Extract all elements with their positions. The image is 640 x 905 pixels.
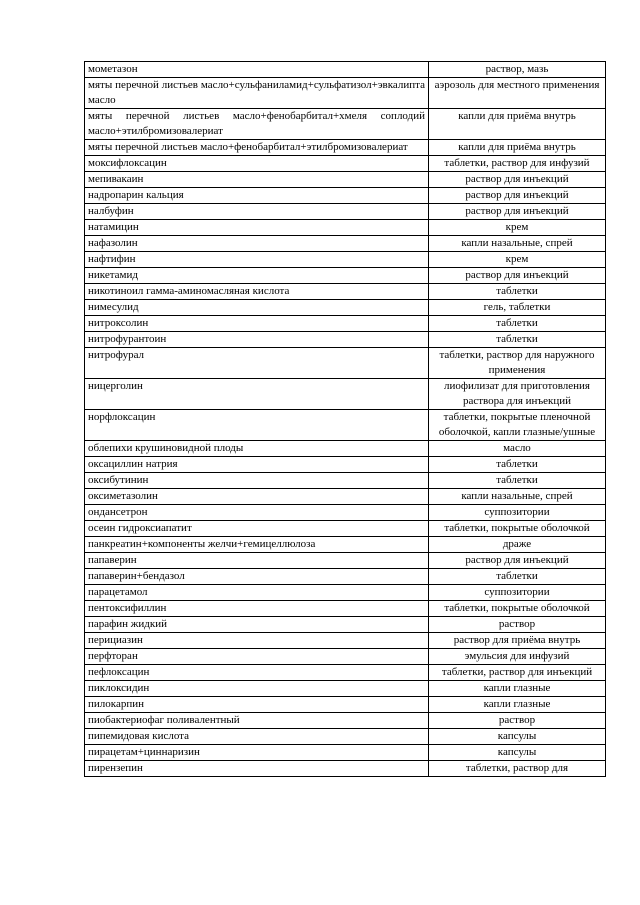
drug-name-cell: мометазон [85, 62, 429, 78]
table-row [85, 78, 606, 109]
drug-name-cell: перициазин [85, 633, 429, 649]
dosage-form-cell: таблетки [429, 473, 606, 489]
drug-name-cell: пефлоксацин [85, 665, 429, 681]
drug-name-cell: пиклоксидин [85, 681, 429, 697]
table-row [85, 348, 606, 379]
drug-name-cell: нитрофурал [85, 348, 429, 379]
dosage-form-cell: раствор для инъекций [429, 204, 606, 220]
drug-table [84, 61, 606, 777]
table-row [85, 665, 606, 681]
drug-name-cell: нафазолин [85, 236, 429, 252]
drug-name-cell: парафин жидкий [85, 617, 429, 633]
dosage-form-cell: раствор, мазь [429, 62, 606, 78]
dosage-form-cell: капсулы [429, 729, 606, 745]
table-row [85, 601, 606, 617]
table-row [85, 379, 606, 410]
dosage-form-cell: таблетки, раствор для инъекций [429, 665, 606, 681]
dosage-form-cell: капли для приёма внутрь [429, 140, 606, 156]
drug-name-cell: мепивакаин [85, 172, 429, 188]
dosage-form-cell: таблетки [429, 332, 606, 348]
dosage-form-cell: таблетки [429, 284, 606, 300]
table-row [85, 300, 606, 316]
drug-name-cell: пиобактериофаг поливалентный [85, 713, 429, 729]
drug-name-cell: оксиметазолин [85, 489, 429, 505]
drug-name-cell: папаверин [85, 553, 429, 569]
table-row [85, 236, 606, 252]
table-row [85, 713, 606, 729]
drug-name-cell: мяты перечной листьев масло+сульфаниламид+сульфатизол+эвкалипта масло [85, 78, 429, 109]
dosage-form-cell: раствор для инъекций [429, 553, 606, 569]
table-row [85, 585, 606, 601]
drug-name-cell: перфторан [85, 649, 429, 665]
drug-name-cell: моксифлоксацин [85, 156, 429, 172]
drug-table-body [85, 62, 606, 777]
dosage-form-cell: таблетки, раствор для [429, 761, 606, 777]
table-row [85, 537, 606, 553]
drug-name-cell: норфлоксацин [85, 410, 429, 441]
table-row [85, 204, 606, 220]
dosage-form-cell: раствор для инъекций [429, 268, 606, 284]
dosage-form-cell: капли глазные [429, 697, 606, 713]
dosage-form-cell: раствор [429, 713, 606, 729]
dosage-form-cell: драже [429, 537, 606, 553]
dosage-form-cell: таблетки, покрытые оболочкой [429, 601, 606, 617]
table-row [85, 156, 606, 172]
drug-name-cell: мяты перечной листьев масло+фенобарбитал+этилбромизовалериат [85, 140, 429, 156]
dosage-form-cell: таблетки [429, 569, 606, 585]
dosage-form-cell: гель, таблетки [429, 300, 606, 316]
table-row [85, 745, 606, 761]
table-row [85, 457, 606, 473]
table-row [85, 697, 606, 713]
table-row [85, 649, 606, 665]
drug-name-cell: никетамид [85, 268, 429, 284]
dosage-form-cell: таблетки [429, 457, 606, 473]
dosage-form-cell: раствор для инъекций [429, 172, 606, 188]
dosage-form-cell: таблетки, покрытые оболочкой [429, 521, 606, 537]
table-row [85, 473, 606, 489]
dosage-form-cell: масло [429, 441, 606, 457]
table-row [85, 109, 606, 140]
dosage-form-cell: раствор для приёма внутрь [429, 633, 606, 649]
dosage-form-cell: капли глазные [429, 681, 606, 697]
table-row [85, 505, 606, 521]
table-row [85, 140, 606, 156]
drug-name-cell: никотиноил гамма-аминомасляная кислота [85, 284, 429, 300]
dosage-form-cell: капли для приёма внутрь [429, 109, 606, 140]
dosage-form-cell: раствор [429, 617, 606, 633]
drug-name-cell: оксациллин натрия [85, 457, 429, 473]
table-row [85, 316, 606, 332]
drug-name-cell: пирензепин [85, 761, 429, 777]
table-row [85, 681, 606, 697]
dosage-form-cell: таблетки, раствор для наружного применения [429, 348, 606, 379]
drug-name-cell: ницерголин [85, 379, 429, 410]
drug-name-cell: оксибутинин [85, 473, 429, 489]
drug-name-cell: натамицин [85, 220, 429, 236]
table-row [85, 284, 606, 300]
drug-name-cell: панкреатин+компоненты желчи+гемицеллюлоза [85, 537, 429, 553]
dosage-form-cell: таблетки [429, 316, 606, 332]
table-row [85, 617, 606, 633]
dosage-form-cell: суппозитории [429, 505, 606, 521]
drug-name-cell: пентоксифиллин [85, 601, 429, 617]
table-row [85, 188, 606, 204]
dosage-form-cell: таблетки, покрытые пленочной оболочкой, капли глазные/ушные [429, 410, 606, 441]
dosage-form-cell: раствор для инъекций [429, 188, 606, 204]
dosage-form-cell: крем [429, 220, 606, 236]
dosage-form-cell: суппозитории [429, 585, 606, 601]
drug-name-cell: налбуфин [85, 204, 429, 220]
dosage-form-cell: лиофилизат для приготовления раствора для инъекций [429, 379, 606, 410]
dosage-form-cell: эмульсия для инфузий [429, 649, 606, 665]
dosage-form-cell: капсулы [429, 745, 606, 761]
table-row [85, 410, 606, 441]
drug-name-cell: парацетамол [85, 585, 429, 601]
drug-name-cell: ондансетрон [85, 505, 429, 521]
table-row [85, 252, 606, 268]
drug-name-cell: пирацетам+циннаризин [85, 745, 429, 761]
dosage-form-cell: крем [429, 252, 606, 268]
table-row [85, 172, 606, 188]
table-row [85, 489, 606, 505]
table-row [85, 729, 606, 745]
drug-name-cell: пипемидовая кислота [85, 729, 429, 745]
drug-name-cell: нимесулид [85, 300, 429, 316]
table-row [85, 441, 606, 457]
table-row [85, 220, 606, 236]
drug-name-cell: мяты перечной листьев масло+фенобарбитал+хмеля соплодий масло+этилбромизовалериат [85, 109, 429, 140]
dosage-form-cell: капли назальные, спрей [429, 236, 606, 252]
drug-name-cell: осеин гидроксиапатит [85, 521, 429, 537]
drug-name-cell: пилокарпин [85, 697, 429, 713]
drug-name-cell: облепихи крушиновидной плоды [85, 441, 429, 457]
table-row [85, 332, 606, 348]
table-row [85, 553, 606, 569]
table-row [85, 62, 606, 78]
drug-name-cell: нитрофурантоин [85, 332, 429, 348]
drug-name-cell: нафтифин [85, 252, 429, 268]
dosage-form-cell: таблетки, раствор для инфузий [429, 156, 606, 172]
table-row [85, 569, 606, 585]
table-row [85, 633, 606, 649]
dosage-form-cell: капли назальные, спрей [429, 489, 606, 505]
dosage-form-cell: аэрозоль для местного применения [429, 78, 606, 109]
table-row [85, 521, 606, 537]
table-row [85, 761, 606, 777]
drug-name-cell: нитроксолин [85, 316, 429, 332]
table-row [85, 268, 606, 284]
drug-name-cell: надропарин кальция [85, 188, 429, 204]
drug-name-cell: папаверин+бендазол [85, 569, 429, 585]
